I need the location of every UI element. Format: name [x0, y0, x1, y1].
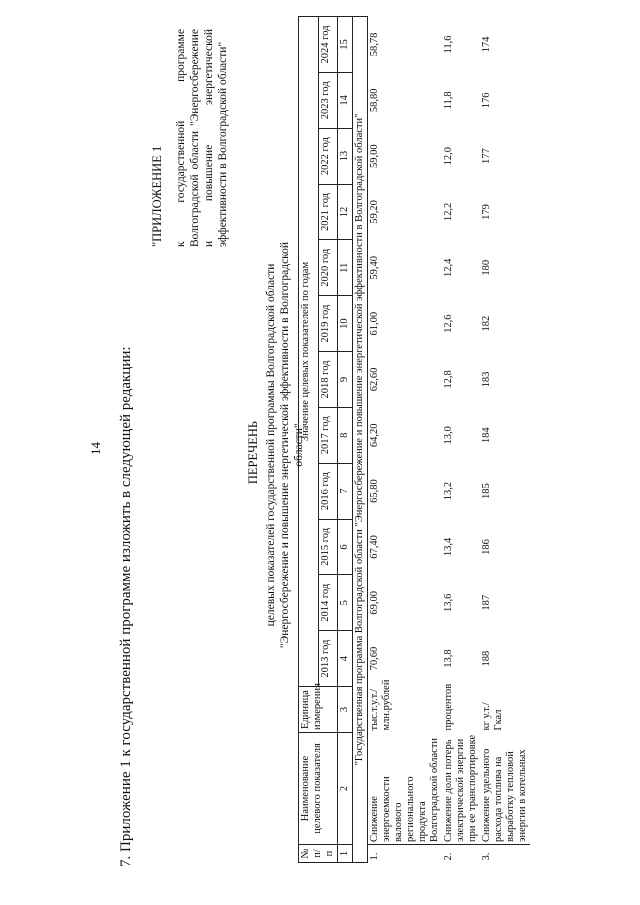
list-title: ПЕРЕЧЕНЬ	[246, 420, 260, 485]
indicator-name: Снижение энергоемкости валового регионального продукта Волгоградской области	[369, 737, 440, 842]
column-number: 9	[338, 352, 353, 408]
indicator-value: 11,8	[443, 91, 454, 110]
column-number: 3	[338, 687, 353, 733]
indicator-value: 65,80	[369, 479, 380, 503]
indicator-value: 69,00	[369, 590, 380, 615]
section-title: "Государственная программа Волгоградской области "Энергосбережение и повышение энергетической эффективности в Волгоградской области"	[353, 17, 368, 863]
indicator-value: 185	[481, 483, 492, 499]
header-number: № п/п	[299, 845, 338, 863]
column-number: 10	[338, 296, 353, 352]
header-values-group: Значение целевых показателей по годам	[299, 17, 319, 687]
column-number: 7	[338, 463, 353, 519]
indicator-value: 177	[481, 148, 492, 165]
list-subtitle: целевых показателей государственной программы Волгоградской области "Энергосбережение и повышение энергетической эффективности в Волгоградской области"	[265, 241, 305, 649]
table-row	[442, 17, 480, 863]
header-indicator-name: Наименование целевого показателя	[299, 733, 338, 845]
indicator-value: 13,8	[443, 649, 454, 668]
header-year: 2018 год	[318, 352, 338, 408]
column-number: 4	[338, 631, 353, 687]
header-year: 2020 год	[318, 240, 338, 296]
indicator-value: 58,80	[369, 88, 380, 113]
indicator-value: 11,6	[443, 35, 454, 54]
indicator-value: 59,00	[369, 144, 380, 168]
indicator-value: 12,0	[443, 146, 454, 166]
indicator-name: Снижение доли потерь электрической энергии при ее транспортировке	[443, 734, 478, 842]
table-header-row	[299, 17, 319, 863]
indicator-value: 12,2	[443, 202, 454, 222]
indicator-value: 64,20	[369, 423, 380, 448]
indicator-value: 13,4	[443, 537, 454, 557]
column-number: 8	[338, 407, 353, 463]
section-row	[353, 17, 368, 863]
row-number: 1.	[368, 845, 443, 863]
indicator-value: 179	[481, 204, 492, 220]
indicator-value: 176	[481, 92, 492, 109]
header-year: 2016 год	[318, 463, 338, 519]
header-year: 2015 год	[318, 519, 338, 575]
indicator-value: 59,20	[369, 200, 380, 224]
indicator-value: 13,0	[443, 426, 454, 445]
indicator-value: 59,40	[369, 255, 380, 280]
header-year: 2023 год	[318, 72, 338, 128]
indicators-table	[298, 16, 530, 863]
column-number: 6	[338, 519, 353, 575]
indicator-name: Снижение удельного расхода топлива на выработку тепловой энергии в котельных	[481, 748, 528, 842]
indicator-unit: кг у.т./ Гкал	[481, 702, 504, 731]
indicator-value: 183	[481, 371, 492, 388]
header-year: 2019 год	[318, 296, 338, 352]
column-number: 1	[338, 845, 353, 863]
header-unit: Единица измерения	[299, 687, 338, 733]
header-year: 2021 год	[318, 184, 338, 240]
column-number: 14	[338, 72, 353, 128]
indicator-unit: процентов	[443, 683, 454, 731]
indicator-value: 12,6	[443, 314, 454, 333]
indicator-value: 67,40	[369, 535, 380, 559]
indicator-value: 180	[481, 259, 492, 276]
indicator-value: 62,60	[369, 367, 380, 392]
indicator-value: 70,60	[369, 646, 380, 671]
table-row	[368, 17, 443, 863]
indicator-value: 184	[481, 427, 492, 444]
indicator-value: 182	[481, 315, 492, 332]
row-number: 3.	[480, 845, 530, 863]
indicator-value: 188	[481, 650, 492, 667]
column-number: 12	[338, 184, 353, 240]
table-column-numbers-row	[338, 17, 353, 863]
indicator-value: 174	[481, 36, 492, 53]
appendix-title: "ПРИЛОЖЕНИЕ 1	[150, 145, 164, 247]
indicator-value: 12,4	[443, 258, 454, 277]
header-year: 2013 год	[318, 631, 338, 687]
indicator-value: 13,2	[443, 481, 454, 501]
header-year: 2024 год	[318, 17, 338, 73]
indicator-value: 13,6	[443, 593, 454, 612]
table-row	[480, 17, 530, 863]
indicator-value: 187	[481, 594, 492, 611]
page-number: 14	[88, 442, 103, 455]
row-number: 2.	[442, 845, 480, 863]
column-number: 13	[338, 128, 353, 184]
indicator-unit: тыс.т.у.т./ млн.рублей	[369, 679, 392, 731]
header-year: 2014 год	[318, 575, 338, 631]
indicator-value: 58,78	[369, 32, 380, 57]
indicator-value: 12,8	[443, 370, 454, 389]
indicator-value: 186	[481, 539, 492, 555]
header-year: 2022 год	[318, 128, 338, 184]
header-year: 2017 год	[318, 407, 338, 463]
column-number: 5	[338, 575, 353, 631]
column-number: 2	[338, 733, 353, 845]
appendix-reference: к государственной программе Волгоградской области "Энергосбережение и повышение энергетической эффективности в Волгоградской области"	[175, 29, 229, 247]
column-number: 11	[338, 240, 353, 296]
amendment-heading: 7. Приложение 1 к государственной программе изложить в следующей редакции:	[118, 346, 134, 867]
indicator-value: 61,00	[369, 311, 380, 336]
column-number: 15	[338, 17, 353, 73]
